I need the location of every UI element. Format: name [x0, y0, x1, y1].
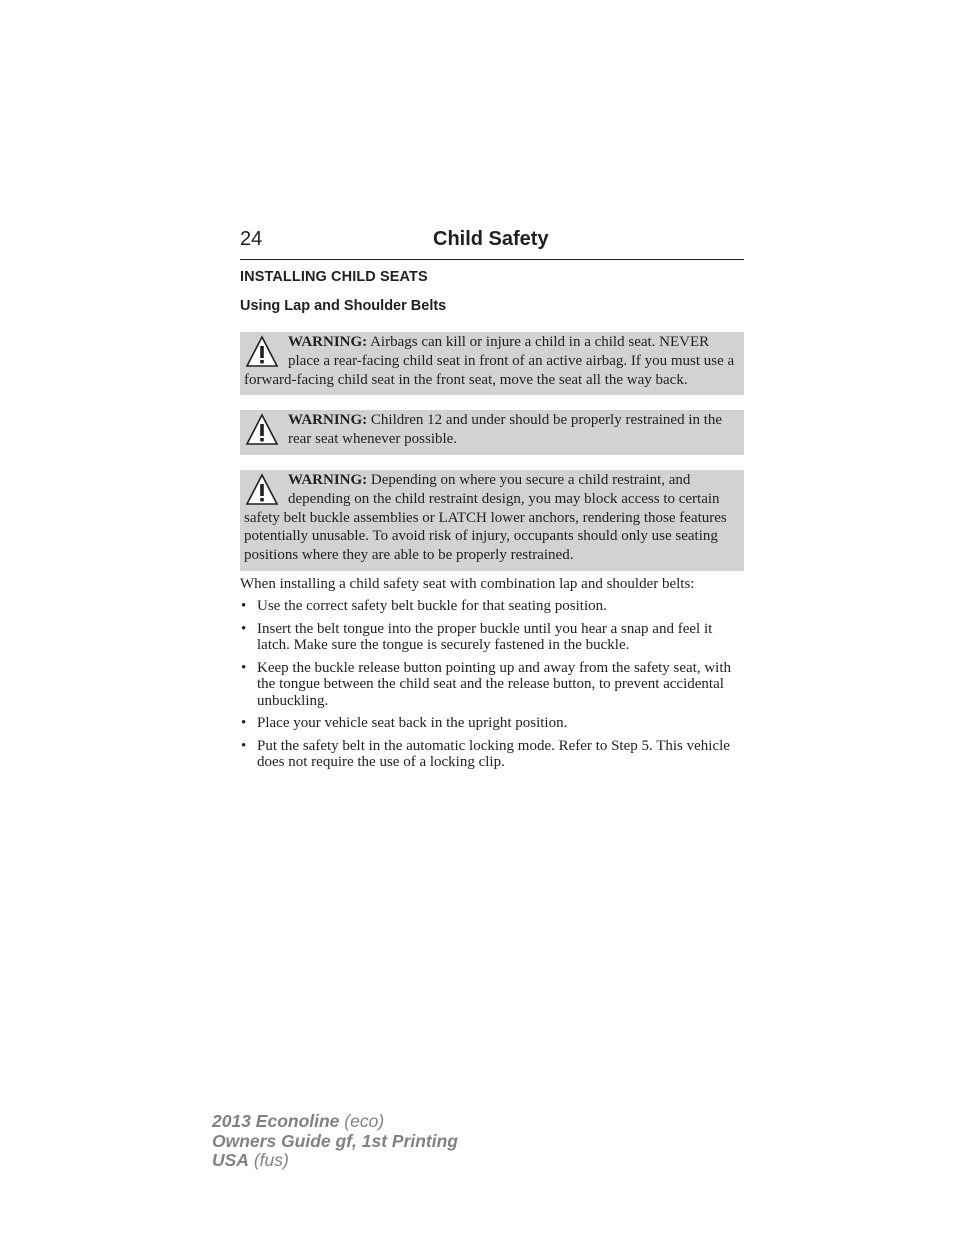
chapter-title: Child Safety [433, 228, 549, 250]
page-header [240, 226, 744, 260]
footer-model-code: (eco) [339, 1111, 385, 1131]
list-item [240, 715, 744, 732]
footer-line-guide: Owners Guide gf, 1st Printing [212, 1130, 458, 1151]
warning-label: WARNING: [288, 412, 368, 429]
warning-label: WARNING: [288, 334, 368, 350]
page-footer [212, 1112, 458, 1171]
footer-line-market [212, 1151, 458, 1171]
list-item [240, 738, 744, 771]
warning-triangle-icon [245, 473, 279, 507]
instruction-list [240, 598, 744, 771]
warning-box-3 [240, 470, 744, 571]
page-number: 24 [240, 228, 263, 250]
list-item [240, 598, 744, 615]
warning-box-1 [240, 332, 744, 395]
warning-box-2 [240, 410, 744, 455]
list-item [240, 660, 744, 710]
intro-paragraph: When installing a child safety seat with combination lap and shoulder belts: [240, 575, 695, 592]
footer-line-model [212, 1112, 458, 1132]
list-item-text: Insert the belt tongue into the proper buckle until you hear a snap and feel it latch. Make sure the tongue is securely fastened in the buckle. [257, 620, 713, 654]
manual-page [240, 226, 744, 777]
bullet-icon: • [241, 620, 247, 637]
warning-text: Depending on where you secure a child restraint, and depending on the child restraint design, you may block access to certain safety belt buckle assemblies or LATCH lower anchors, rendering those features potentially unusable. To avoid risk of injury, occupants should only use seating positions where they are able to be properly restrained. [244, 471, 727, 564]
bullet-icon: • [241, 598, 247, 615]
bullet-icon: • [241, 715, 247, 732]
bullet-icon: • [241, 737, 247, 754]
warning-text: Children 12 and under should be properly restrained in the rear seat whenever possible. [288, 412, 723, 448]
footer-market: USA [212, 1150, 249, 1170]
subsection-title: Using Lap and Shoulder Belts [240, 298, 447, 314]
footer-model: 2013 Econoline [212, 1111, 340, 1131]
bullet-icon: • [241, 659, 247, 676]
list-item-text: Put the safety belt in the automatic locking mode. Refer to Step 5. This vehicle does not require the use of a locking clip. [257, 737, 730, 771]
warning-text: Airbags can kill or injure a child in a child seat. NEVER place a rear-facing child seat in front of an active airbag. If you must use a forward-facing child seat in the front seat, move the seat all the way back. [244, 334, 735, 388]
list-item-text: Keep the buckle release button pointing up and away from the safety seat, with the tongue between the child seat and the release button, to prevent accidental unbuckling. [257, 659, 732, 709]
warning-triangle-icon [245, 335, 279, 369]
list-item-text: Use the correct safety belt buckle for that seating position. [257, 598, 607, 615]
footer-market-code: (fus) [248, 1150, 289, 1170]
warning-label: WARNING: [288, 471, 368, 488]
section-title: INSTALLING CHILD SEATS [240, 269, 428, 285]
list-item-text: Place your vehicle seat back in the upright position. [257, 715, 568, 732]
list-item [240, 621, 744, 654]
warning-triangle-icon [245, 413, 279, 447]
